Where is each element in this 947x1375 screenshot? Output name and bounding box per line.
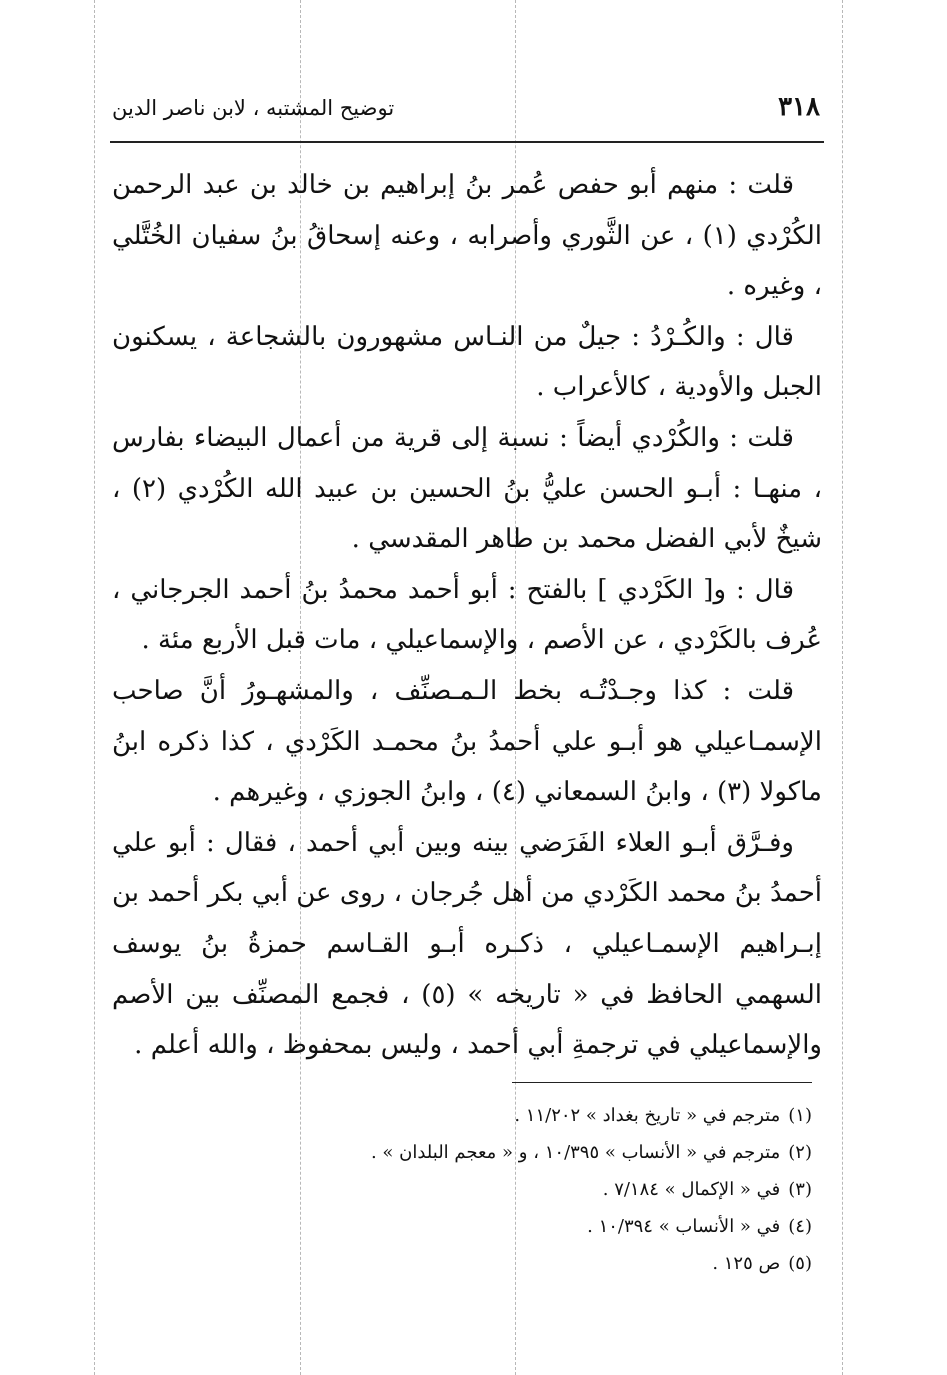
main-text [112, 160, 822, 1071]
footnote [300, 1134, 812, 1171]
footnote [300, 1245, 812, 1282]
footnote-text: ص ١٢٥ . [712, 1253, 781, 1274]
footnote-text: مترجم في « تاريخ بغداد » ١١/٢٠٢ . [514, 1105, 781, 1126]
footnote-text: في « الأنساب » ١٠/٣٩٤ . [587, 1216, 781, 1237]
page-header [112, 88, 824, 136]
footnote-number: (٢) [788, 1142, 812, 1163]
footnote-number: (٤) [788, 1216, 812, 1237]
scan-guide-line [94, 0, 95, 1375]
paragraph: قلت : والكُرْدي أيضاً : نسبة إلى قرية من أعمال البيضاء بفارس ، منهـا : أبـو الحسن عليُّ بنُ الحسين بن عبيد الله الكُرْدي (٢) ، شيخٌ لأبي الفضل محمد بن طاهر المقدسي . [112, 422, 822, 555]
paragraph: قلت : منهم أبو حفص عُمر بنُ إبراهيم بن خالد بن عبد الرحمن الكُرْدي (١) ، عن الثَّوري وأصرابه ، وعنه إسحاقُ بنُ سفيان الخُتَّلي ، وغيره . [112, 170, 823, 302]
footnote-rule [512, 1082, 812, 1083]
paragraph: قلت : كذا وجـدْتُـه بخط الـمـصنِّف ، والمشهـورُ أنَّ صاحب الإسمـاعيلي هو أبـو علي أحمدُ بنُ محمـد الكَرْدي ، كذا ذكره ابنُ ماكولا (٣) ، وابنُ السمعاني (٤) ، وابنُ الجوزي ، وغيرهم . [112, 675, 822, 808]
paragraph: قال : والكُـرْدُ : جيلٌ من النـاس مشهورون بالشجاعة ، يسكنون الجبل والأودية ، كالأعراب . [112, 321, 822, 403]
footnote [300, 1097, 812, 1134]
footnote-number: (١) [788, 1105, 812, 1126]
page-number: ٣١٨ [778, 92, 820, 122]
footnotes [300, 1097, 812, 1282]
footnote-number: (٣) [788, 1179, 812, 1200]
footnote-text: في « الإكمال » ٧/١٨٤ . [602, 1179, 781, 1200]
paragraph: قال : و[ الكَرْدي ] بالفتح : أبو أحمد محمدُ بنُ أحمد الجرجاني ، عُرف بالكَرْدي ، عن الأصم ، والإسماعيلي ، مات قبل الأربع مئة . [112, 574, 822, 656]
scan-guide-line [842, 0, 843, 1375]
header-rule [110, 141, 824, 143]
footnote-text: مترجم في « الأنساب » ١٠/٣٩٥ ، و « معجم البلدان » . [370, 1142, 781, 1163]
footnote [300, 1171, 812, 1208]
footnote-number: (٥) [788, 1253, 812, 1274]
running-title: توضيح المشتبه ، لابن ناصر الدين [112, 96, 395, 120]
footnote [300, 1208, 812, 1245]
paragraph: وفـرَّق أبـو العلاء الفَرَضي بينه وبين أبي أحمد ، فقال : أبو علي أحمدُ بنُ محمد الكَرْدي من أهل جُرجان ، روى عن أبي بكر أحمد بن إبـراهيم الإسمـاعيلي ، ذكـره أبـو القـاسم حمزةُ بنُ يوسف السهمي الحافظ في « تاريخه » (٥) ، فجمع المصنِّف بين الأصم والإسماعيلي في ترجمةِ أبي أحمد ، وليس بمحفوظ ، والله أعلم . [112, 827, 822, 1061]
